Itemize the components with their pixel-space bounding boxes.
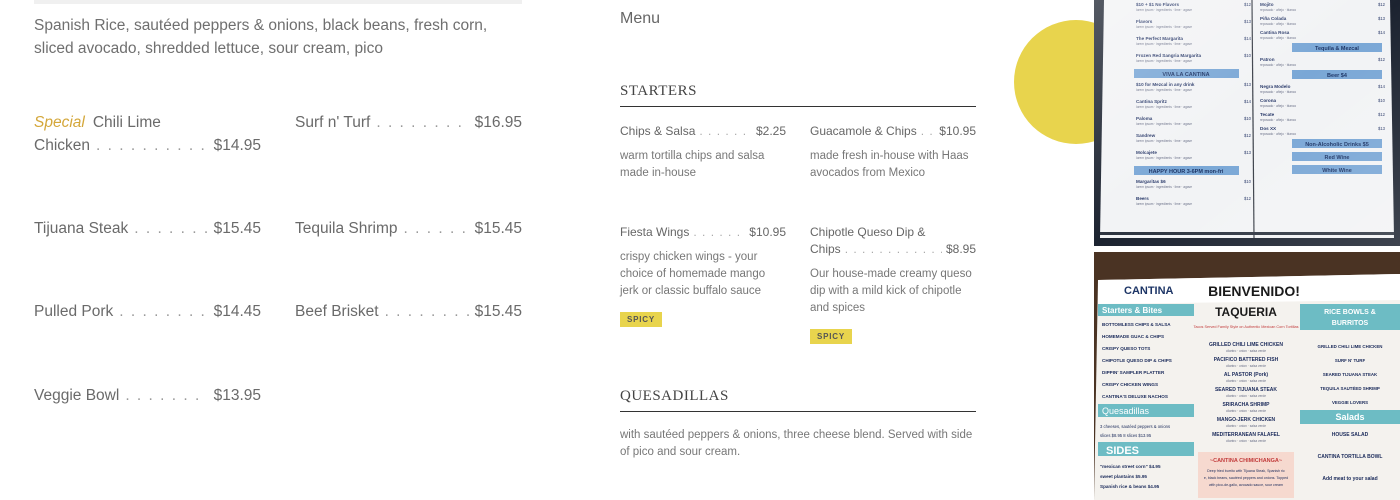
item-name-line1: Chipotle Queso Dip & [810, 225, 926, 239]
starter-chips-salsa [620, 123, 786, 182]
item-description: Our house-made creamy queso dip with a mild kick of chipotle and spices [810, 268, 972, 314]
bowl-price: $15.45 [474, 220, 522, 237]
item-description: warm tortilla chips and salsa made in-house [620, 150, 765, 179]
bowl-price: $15.45 [474, 303, 522, 320]
top-divider [34, 0, 522, 4]
item-name: Fiesta Wings [620, 225, 690, 239]
photo-item-name: GRILLED CHILI LIME CHICKEN [1209, 342, 1283, 348]
bowl-price: $14.95 [213, 137, 261, 154]
photo-item-desc: Tacos Served Family Style on Authentic Mexican Corn Tortillas [1193, 325, 1299, 329]
photo-item-name: VEGGIE LOVERS [1331, 400, 1369, 405]
photo-brand: CANTINA [1124, 285, 1174, 297]
bowl-price: $13.95 [213, 387, 261, 404]
photo-item-name: MANGO-JERK CHICKEN [1216, 417, 1276, 423]
item-price: $10.95 [939, 124, 976, 138]
item-description: crispy chicken wings - your choice of homemade mango jerk or classic buffalo sauce [620, 251, 766, 297]
starters-heading: STARTERS [620, 83, 976, 107]
bowl-item-beef-brisket [295, 300, 522, 323]
bowl-name: Pulled Pork [34, 303, 114, 320]
quesadillas-heading: QUESADILLAS [620, 388, 976, 412]
leader-dots [119, 300, 207, 323]
menu-nav-link[interactable]: Menu [620, 10, 661, 27]
photo-item-name: "mexican street corn" $4.95 [1100, 464, 1161, 469]
photo-section-title: RICE BOWLS & [1324, 309, 1376, 316]
leader-dots [845, 241, 942, 258]
item-name-line2: Chips [810, 242, 841, 256]
photo-item-name: SRIRACHA SHRIMP [1222, 402, 1270, 408]
item-price: $8.95 [945, 242, 976, 256]
photo-section-title: Quesadillas [1102, 406, 1150, 416]
photo-item-name: PACIFICO BATTERED FISH [1213, 357, 1279, 363]
starter-chipotle-queso [810, 224, 976, 344]
bowls-description: Spanish Rice, sautéed peppers & onions, black beans, fresh corn, sliced avocado, shredded lettuce, sour cream, pico [34, 17, 488, 57]
leader-dots [125, 384, 207, 407]
photo-item-name: CANTINA TORTILLA BOWL [1317, 454, 1383, 460]
bowl-price: $16.95 [474, 114, 522, 131]
starter-fiesta-wings [620, 224, 786, 327]
drinks-menu-image [1094, 0, 1400, 246]
item-price: $2.25 [755, 124, 786, 138]
bowl-item-surf-n-turf [295, 111, 522, 134]
photo-item-desc: cilantro · onion · salsa verde [1225, 409, 1267, 413]
photo-item-name: AL PASTOR (Pork) [1223, 372, 1269, 378]
photo-item-name: TEQUILA SAUTÉED SHRIMP [1320, 386, 1380, 391]
item-name: Guacamole & Chips [810, 124, 917, 138]
photo-item-name: CRISPY CHICKEN WINGS [1102, 382, 1159, 387]
item-description: made fresh in-house with Haas avocados from Mexico [810, 150, 969, 179]
photo-item-name: SURF N' TURF [1334, 358, 1366, 363]
photo-item-name: CANTINA'S DELUXE NACHOS [1102, 394, 1168, 399]
photo-item-name: MEDITERRANEAN FALAFEL [1212, 432, 1280, 438]
bowl-price: $14.45 [213, 303, 261, 320]
photo-item-name: HOUSE SALAD [1331, 432, 1369, 438]
photo-section-title: Salads [1335, 412, 1365, 422]
bowl-name-line2: Chicken [34, 137, 90, 154]
photo-item-desc: cilantro · onion · salsa verde [1225, 379, 1267, 383]
leader-dots [376, 111, 468, 134]
food-menu-image [1094, 252, 1400, 500]
starter-guacamole-chips [810, 123, 976, 182]
photo-item-name: Add meat to your salad [1322, 476, 1378, 482]
leader-dots [404, 217, 469, 240]
photo-item-name: 3 cheeses, sautéed peppers & onions [1100, 424, 1171, 429]
bowl-item-pulled-pork [34, 300, 261, 323]
bowl-name-line1: Chili Lime [92, 114, 161, 131]
bowl-item-chili-lime-chicken [34, 111, 261, 157]
photo-item-name: HOMEMADE GUAC & CHIPS [1102, 334, 1165, 339]
photo-item-name: BOTTOMLESS CHIPS & SALSA [1102, 322, 1171, 327]
leader-dots [921, 123, 936, 140]
photo-item-desc: cilantro · onion · salsa verde [1225, 364, 1267, 368]
leader-dots [134, 217, 207, 240]
photo-item-desc: cilantro · onion · salsa verde [1225, 439, 1267, 443]
item-price: $10.95 [749, 225, 786, 239]
photo-item-name: SEARED TIJUANA STEAK [1214, 387, 1278, 393]
photo-item-desc: cilantro · onion · salsa verde [1225, 349, 1267, 353]
photo-item-desc: Deep fried burrito with Tijuana Steak, Spanish ric [1207, 469, 1285, 473]
quesadillas-description: with sautéed peppers & onions, three cheese blend. Served with side of pico and sour cream. [620, 429, 973, 458]
leader-dots [693, 224, 745, 241]
bowl-item-veggie-bowl [34, 384, 261, 407]
photo-item-name: slices $8.95 8 slices $13.95 [1100, 433, 1152, 438]
photo-section-title: TAQUERIA [1215, 305, 1277, 319]
photo-item-name: sweet plantains $5.95 [1100, 474, 1147, 479]
special-label: Special [34, 114, 85, 131]
bowl-name: Tequila Shrimp [295, 220, 398, 237]
leader-dots [96, 134, 208, 157]
photo-section-title: ~CANTINA CHIMICHANGA~ [1209, 458, 1283, 464]
photo-item-name: GRILLED CHILI LIME CHICKEN [1317, 344, 1383, 349]
food-menu-photo [1094, 252, 1400, 500]
photo-item-name: SEARED TIJUANA STEAK [1322, 372, 1378, 377]
photo-section-title: Starters & Bites [1102, 306, 1163, 315]
photo-item-name: CHIPOTLE QUESO DIP & CHIPS [1102, 358, 1172, 363]
photo-item-desc: with pico-de-gallo, avocado sauce, sour cream [1208, 483, 1284, 487]
photo-item-name: CRISPY QUESO TOTS [1102, 346, 1151, 351]
bowl-item-tequila-shrimp [295, 217, 522, 240]
photo-item-desc: e, black beans, sautéed peppers and onions. Topped [1203, 476, 1289, 480]
bowl-item-tijuana-steak [34, 217, 261, 240]
photo-welcome: BIENVENIDO! [1208, 283, 1300, 299]
item-name: Chips & Salsa [620, 124, 696, 138]
spicy-badge: SPICY [620, 312, 662, 327]
spicy-badge: SPICY [810, 329, 852, 344]
photo-item-desc: cilantro · onion · salsa verde [1225, 394, 1267, 398]
bowl-name: Tijuana Steak [34, 220, 129, 237]
bowl-name: Surf n' Turf [295, 114, 371, 131]
bowl-price: $15.45 [213, 220, 261, 237]
leader-dots [385, 300, 469, 323]
bowl-name: Beef Brisket [295, 303, 379, 320]
bowl-name: Veggie Bowl [34, 387, 120, 404]
photo-item-name: Spanish rice & beans $4.95 [1100, 484, 1160, 489]
drinks-menu-photo [1094, 0, 1400, 246]
photo-section-title: SIDES [1106, 445, 1140, 457]
photo-item-desc: cilantro · onion · salsa verde [1225, 424, 1267, 428]
leader-dots [699, 123, 752, 140]
photo-section-title: BURRITOS [1331, 320, 1369, 327]
photo-item-name: DIPPIN' SAMPLER PLATTER [1102, 370, 1165, 375]
